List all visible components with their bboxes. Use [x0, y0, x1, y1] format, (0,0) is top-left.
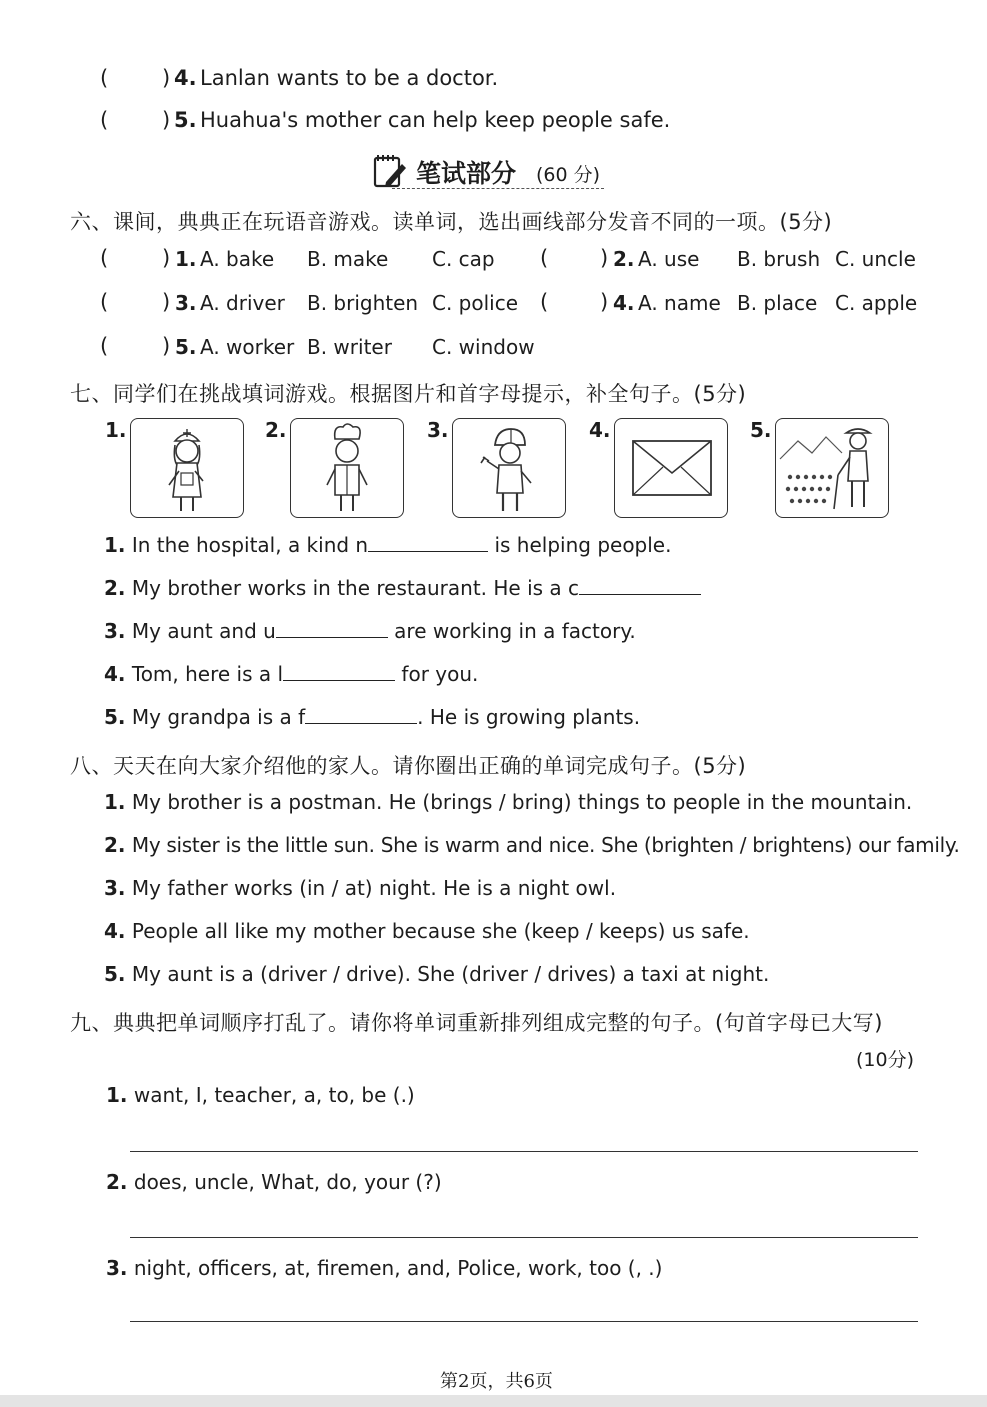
header-underline — [392, 188, 604, 189]
fill-sentence-4 — [104, 662, 478, 686]
section-9-score: (10分) — [856, 1049, 915, 1071]
option-a: A. name — [638, 291, 721, 315]
reorder-item-2 — [106, 1170, 442, 1194]
fill-sentence-2 — [104, 576, 701, 600]
q-number: 2. — [106, 1170, 128, 1194]
picture-cook — [290, 418, 404, 518]
bottom-edge — [0, 1395, 987, 1407]
item-text: Huahua's mother can help keep people safe. — [200, 108, 671, 132]
reorder-item-3 — [106, 1256, 662, 1280]
q-number: 3. — [106, 1256, 128, 1280]
sentence-text[interactable]: My sister is the little sun. She is warm and nice. She (brighten / brightens) our family. — [131, 833, 960, 857]
written-part-score: (60 分) — [536, 164, 601, 186]
q-number: 2. — [104, 833, 126, 857]
picture-worker — [452, 418, 566, 518]
q-number: 4. — [104, 919, 126, 943]
answer-paren[interactable]: ( — [540, 246, 549, 270]
option-c: C. cap — [432, 247, 495, 271]
sentence-text[interactable]: My brother is a postman. He (brings / bring) things to people in the mountain. — [131, 790, 913, 814]
sentence-before: Tom, here is a l — [131, 662, 284, 686]
scrambled-words: want, I, teacher, a, to, be (.) — [133, 1083, 415, 1107]
farmer-illustration — [776, 419, 888, 517]
cook-illustration — [291, 419, 403, 517]
choice-sentence-5 — [104, 962, 769, 986]
answer-line[interactable] — [130, 1321, 918, 1322]
fill-sentence-1 — [104, 533, 671, 557]
sentence-before: My aunt and u — [131, 619, 276, 643]
section-6-title: 六、课间，典典正在玩语音游戏。读单词，选出画线部分发音不同的一项。(5分) — [70, 210, 833, 234]
q-number: 5. — [175, 335, 197, 359]
answer-paren[interactable]: ( — [100, 334, 109, 358]
written-part-title: 笔试部分 — [416, 159, 517, 188]
picture-number: 1. — [105, 418, 127, 442]
option-b: B. brighten — [307, 291, 419, 315]
option-c: C. apple — [835, 291, 918, 315]
fill-sentence-5 — [104, 705, 640, 729]
reorder-item-1 — [106, 1083, 415, 1107]
option-a: A. driver — [200, 291, 285, 315]
sentence-text[interactable]: My aunt is a (driver / drive). She (driver / drives) a taxi at night. — [131, 962, 770, 986]
answer-paren[interactable]: ( — [100, 290, 109, 314]
section-8-title: 八、天天在向大家介绍他的家人。请你圈出正确的单词完成句子。(5分) — [70, 754, 747, 778]
pencil-notepad-icon — [372, 152, 408, 190]
picture-number: 5. — [750, 418, 772, 442]
answer-blank[interactable] — [579, 576, 701, 595]
answer-line[interactable] — [130, 1237, 918, 1238]
item-text: Lanlan wants to be a doctor. — [200, 66, 499, 90]
answer-paren-close: ) — [162, 108, 171, 132]
answer-line[interactable] — [130, 1151, 918, 1152]
q-number: 3. — [175, 291, 197, 315]
sentence-after: for you. — [401, 662, 479, 686]
scrambled-words: does, uncle, What, do, your (?) — [133, 1170, 442, 1194]
nurse-illustration — [131, 419, 243, 517]
option-a: A. worker — [200, 335, 295, 359]
section-9-title: 九、典典把单词顺序打乱了。请你将单词重新排列组成完整的句子。(句首字母已大写) — [70, 1011, 883, 1035]
sentence-text[interactable]: People all like my mother because she (keep / keeps) us safe. — [131, 919, 750, 943]
option-b: B. writer — [307, 335, 392, 359]
q-number: 1. — [104, 790, 126, 814]
option-b: B. place — [737, 291, 818, 315]
q-number: 1. — [106, 1083, 128, 1107]
answer-paren-close: ) — [600, 290, 609, 314]
picture-number: 2. — [265, 418, 287, 442]
sentence-text[interactable]: My father works (in / at) night. He is a night owl. — [131, 876, 617, 900]
q-number: 4. — [613, 291, 635, 315]
sentence-before: My brother works in the restaurant. He is a c — [131, 576, 580, 600]
section-7-title: 七、同学们在挑战填词游戏。根据图片和首字母提示，补全句子。(5分) — [70, 382, 747, 406]
picture-farmer — [775, 418, 889, 518]
q-number: 2. — [104, 576, 126, 600]
q-number: 2. — [613, 247, 635, 271]
q-number: 4. — [104, 662, 126, 686]
choice-sentence-4 — [104, 919, 750, 943]
answer-blank[interactable] — [305, 705, 417, 724]
answer-paren-open[interactable]: ( — [100, 66, 109, 90]
q-number: 1. — [175, 247, 197, 271]
sentence-before: In the hospital, a kind n — [131, 533, 369, 557]
sentence-after: is helping people. — [494, 533, 672, 557]
choice-sentence-1 — [104, 790, 912, 814]
page-number: 第2页，共6页 — [440, 1371, 553, 1392]
answer-blank[interactable] — [368, 533, 488, 552]
q-number: 5. — [104, 962, 126, 986]
picture-number: 4. — [589, 418, 611, 442]
answer-paren-close: ) — [162, 334, 171, 358]
picture-letter — [614, 418, 728, 518]
option-c: C. window — [432, 335, 535, 359]
answer-blank[interactable] — [283, 662, 395, 681]
sentence-after: . He is growing plants. — [417, 705, 641, 729]
answer-paren[interactable]: ( — [540, 290, 549, 314]
item-number: 4. — [174, 66, 197, 90]
fill-sentence-3 — [104, 619, 636, 643]
item-number: 5. — [174, 108, 197, 132]
answer-blank[interactable] — [276, 619, 388, 638]
option-b: B. make — [307, 247, 389, 271]
sentence-before: My grandpa is a f — [131, 705, 306, 729]
worker-illustration — [453, 419, 565, 517]
option-a: A. bake — [200, 247, 275, 271]
picture-nurse — [130, 418, 244, 518]
sentence-after: are working in a factory. — [394, 619, 636, 643]
scrambled-words: night, officers, at, firemen, and, Police, work, too (, .) — [133, 1256, 663, 1280]
q-number: 3. — [104, 619, 126, 643]
picture-number: 3. — [427, 418, 449, 442]
option-c: C. uncle — [835, 247, 916, 271]
q-number: 1. — [104, 533, 126, 557]
answer-paren-close: ) — [162, 290, 171, 314]
option-a: A. use — [638, 247, 700, 271]
answer-paren-open[interactable]: ( — [100, 108, 109, 132]
choice-sentence-2 — [104, 833, 960, 857]
q-number: 5. — [104, 705, 126, 729]
choice-sentence-3 — [104, 876, 616, 900]
option-c: C. police — [432, 291, 519, 315]
answer-paren-close: ) — [600, 246, 609, 270]
envelope-illustration — [615, 419, 727, 517]
option-b: B. brush — [737, 247, 821, 271]
answer-paren-close: ) — [162, 66, 171, 90]
q-number: 3. — [104, 876, 126, 900]
answer-paren[interactable]: ( — [100, 246, 109, 270]
answer-paren-close: ) — [162, 246, 171, 270]
